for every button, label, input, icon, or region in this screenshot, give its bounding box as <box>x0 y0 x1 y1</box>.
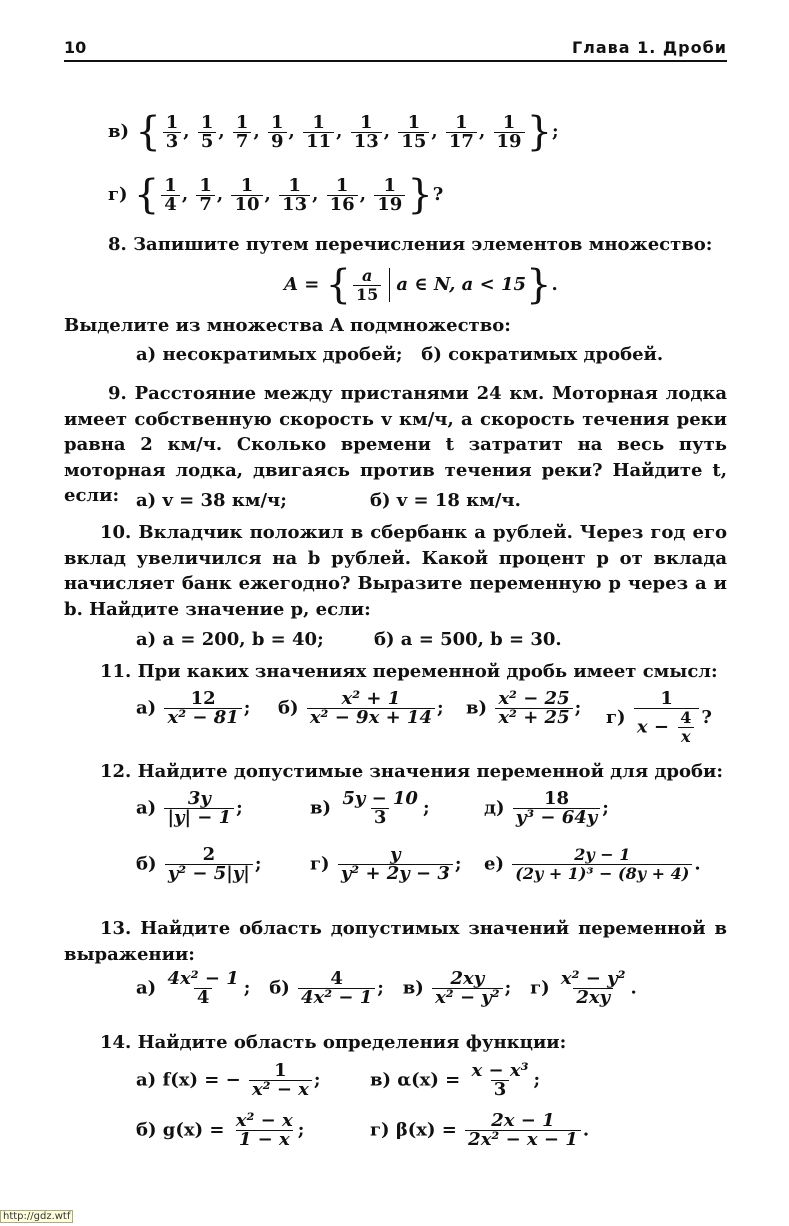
numerator: 1 <box>235 111 249 133</box>
problem-14-b: б) g(x) = $\frac{\text{x² − x}}{1 - x}$ ; <box>136 1110 305 1150</box>
problem-11-c: в) $\frac{\text{x² − 25}}{\text{x² + 25}}$ ; <box>466 688 582 728</box>
denominator: 13 <box>351 132 382 151</box>
numerator: 5y − 10 <box>342 788 418 809</box>
problem-12-e: е) $\frac{2y - 1}{\text{(2y + 1)³ − (8y + 4)}}$ . <box>484 845 701 883</box>
numerator: 1 <box>271 111 284 133</box>
numerator: 1 <box>383 174 397 196</box>
inner-numerator: 4 <box>680 708 692 727</box>
denominator: 13 <box>279 195 310 214</box>
label: в) α(x) = <box>370 1069 461 1091</box>
set-g-label: г) <box>108 184 128 205</box>
denominator: x² + 25 <box>495 708 572 727</box>
numerator-b: 4 <box>330 968 343 989</box>
label-d: г) <box>530 977 550 999</box>
problem-14-g: г) β(x) = $\frac{2x - 1}{\text{2x² − x − 1}}$ . <box>370 1110 590 1150</box>
label: г) <box>310 853 330 875</box>
numerator: x² − x <box>235 1110 293 1131</box>
numerator: y <box>390 844 401 865</box>
numerator: 1 <box>199 174 212 196</box>
denominator: 16 <box>327 195 358 214</box>
problem-8 <box>108 232 712 258</box>
label-b: б) <box>269 977 290 999</box>
denominator: |y| − 1 <box>164 808 234 827</box>
set-fraction <box>196 174 215 215</box>
set-g-fractions: $\frac{1}{4}$ , $\frac{1}{7}$ , $\frac{1}{10}$ , $\frac{1}{13}$ , $\frac{1}{16}$ , $\frac{1}{19}$ <box>159 184 407 205</box>
denominator-prefix: x − <box>636 716 669 738</box>
set-v: в) { $\frac{1}{3}$ , $\frac{1}{5}$ , $\frac{1}{7}$ , $\frac{1}{9}$ , $\frac{1}{11}$ , $\frac{1}{13}$ , $\frac{1}{15}$ , $\frac{1}{17}$ , $\frac{1}{19}$ }; <box>108 109 559 155</box>
problem-11 <box>100 659 718 685</box>
problem-10-opt-a: а) a = 200, b = 40; <box>136 629 324 650</box>
problem-13-number: 13. <box>100 918 132 939</box>
problem-12-v: в) $\frac{5y - 10}{3}$ ; <box>310 788 430 828</box>
numerator: x − x³ <box>471 1060 529 1081</box>
denominator: (2y + 1)³ − (8y + 4) <box>512 864 692 883</box>
problem-12-b: б) $\frac{2}{\text{y² − 5|y|}}$ ; <box>136 844 262 884</box>
denominator-b: 4x² − 1 <box>298 988 375 1007</box>
denominator: 19 <box>374 195 405 214</box>
problem-14-v: в) α(x) = $\frac{\text{x − x³}}{3}$ ; <box>370 1060 541 1100</box>
problem-12-d: д) $\frac{18}{\text{y³ − 64y}}$ ; <box>484 788 609 828</box>
denominator: 9 <box>268 132 287 151</box>
denominator: 4 <box>161 195 180 214</box>
denominator: y² + 2y − 3 <box>338 864 453 883</box>
problem-9-number: 9. <box>108 383 127 404</box>
set-fraction <box>327 174 358 215</box>
numerator: x² − 25 <box>498 688 570 709</box>
set-fraction <box>163 111 182 152</box>
problem-14 <box>100 1030 566 1056</box>
problem-13-text: Найдите область допустимых значений переменной в выражении: <box>64 918 727 965</box>
label: в) <box>466 697 488 719</box>
problem-8-text2: Выделите из множества A подмножество: <box>64 315 511 336</box>
numerator: x² + 1 <box>341 688 401 709</box>
problem-11-number: 11. <box>100 661 132 682</box>
set-v-fractions: $\frac{1}{3}$ , $\frac{1}{5}$ , $\frac{1}{7}$ , $\frac{1}{9}$ , $\frac{1}{11}$ , $\frac{1}{13}$ , $\frac{1}{15}$ , $\frac{1}{17}$ , $\frac{1}{19}$ <box>161 121 527 142</box>
denominator: y² − 5|y| <box>165 864 253 883</box>
denominator: x² − 81 <box>164 708 241 727</box>
numerator: 2y − 1 <box>574 845 631 864</box>
denominator: 19 <box>494 132 525 151</box>
label: а) <box>136 797 157 819</box>
numerator: 1 <box>164 174 177 196</box>
problem-11-b: б) $\frac{\text{x² + 1}}{\text{x² − 9x + 14}}$ ; <box>278 688 444 728</box>
problem-12 <box>100 759 723 785</box>
numerator: 1 <box>335 174 349 196</box>
numerator: 1 <box>200 111 214 133</box>
problem-12-a: а) $\frac{3y}{|y| - 1}$ ; <box>136 788 243 828</box>
set-fraction <box>494 111 525 152</box>
numerator: 12 <box>190 688 216 709</box>
numerator-d: x² − y² <box>560 968 626 989</box>
label: б) <box>136 853 157 875</box>
set-fraction <box>303 111 334 152</box>
denominator: 7 <box>233 132 252 151</box>
numerator: 1 <box>407 111 421 133</box>
denominator: 11 <box>303 132 334 151</box>
problem-14-number: 14. <box>100 1032 132 1053</box>
denominator: 7 <box>196 195 215 214</box>
problem-8-condition: a ∈ N, a < 15 <box>396 274 526 295</box>
problem-9-text: Расстояние между пристанями 24 км. Моторная лодка имеет собственную скорость v км/ч, а скорость течения реки равна 2 км/ч. Сколько времени t затратит на весь путь моторная лодка, двигаясь против течения реки? Найдите t, если: <box>64 383 727 506</box>
label-c: в) <box>402 977 424 999</box>
problem-12-text: Найдите допустимые значения переменной для дроби: <box>137 761 724 782</box>
problem-8-number: 8. <box>108 234 127 255</box>
denominator: 3 <box>371 808 390 827</box>
set-fraction <box>233 111 252 152</box>
label: е) <box>484 853 504 875</box>
problem-12-number: 12. <box>100 761 132 782</box>
set-fraction <box>351 111 382 152</box>
numerator: 18 <box>544 788 570 809</box>
problem-13 <box>64 916 727 967</box>
page-header <box>64 38 727 62</box>
problem-11-text: При каких значениях переменной дробь имеет смысл: <box>137 661 718 682</box>
numerator: 1 <box>312 111 325 133</box>
denominator: 3 <box>163 132 182 151</box>
numerator: 3y <box>187 788 211 809</box>
label: б) g(x) = <box>136 1119 225 1141</box>
label: а) f(x) = − <box>136 1069 241 1091</box>
problem-14-a: а) f(x) = − $\frac{1}{\text{x² − x}}$ ; <box>136 1060 321 1100</box>
denominator-a: 4 <box>194 988 213 1007</box>
denominator: x² − 9x + 14 <box>307 708 435 727</box>
source-link[interactable]: http://gdz.wtf <box>0 1210 73 1223</box>
numerator: 1 <box>240 174 254 196</box>
problem-13-row: а) $\frac{\text{4x² − 1}}{4}$ ; б) $\frac{4}{\text{4x² − 1}}$ ; в) $\frac{2xy}{\text{x² − y²}}$ ; г) $\frac{\text{x² − y²}}{2xy}$ . <box>136 968 637 1008</box>
set-fraction <box>398 111 429 152</box>
problem-9-opt-a: а) v = 38 км/ч; <box>136 490 287 511</box>
denominator: 2x² − x − 1 <box>465 1130 581 1149</box>
problem-10-opt-b: б) a = 500, b = 30. <box>374 629 562 650</box>
set-g: г) { $\frac{1}{4}$ , $\frac{1}{7}$ , $\frac{1}{10}$ , $\frac{1}{13}$ , $\frac{1}{16}$ , $\frac{1}{19}$ }? <box>108 172 444 218</box>
label-a: а) <box>136 977 157 999</box>
set-fraction <box>198 111 217 152</box>
set-fraction <box>374 174 405 215</box>
problem-10 <box>64 520 727 622</box>
set-fraction <box>161 174 180 215</box>
label: а) <box>136 697 157 719</box>
problem-12-g: г) $\frac{y}{\text{y² + 2y − 3}}$ ; <box>310 844 462 884</box>
problem-10-text: Вкладчик положил в сбербанк a рублей. Через год его вклад увеличился на b рублей. Какой процент p от вклада начисляет банк ежегодно? Выразите переменную p через a и b. Найдите значение p, если: <box>64 522 727 620</box>
problem-11-a: а) $\frac{12}{\text{x² − 81}}$ ; <box>136 688 251 728</box>
label: в) <box>310 797 332 819</box>
problem-10-number: 10. <box>100 522 132 543</box>
problem-9-opt-b: б) v = 18 км/ч. <box>370 490 521 511</box>
denominator: 10 <box>231 195 262 214</box>
label: б) <box>278 697 299 719</box>
denominator: y³ − 64y <box>513 808 600 827</box>
denominator-c: x² − y² <box>432 988 503 1007</box>
denominator: 17 <box>446 132 477 151</box>
denominator: x² − x <box>249 1080 312 1099</box>
label: г) <box>606 707 626 728</box>
numerator: 1 <box>274 1060 287 1081</box>
set-v-end: ; <box>552 121 559 142</box>
set-fraction <box>446 111 477 152</box>
set-fraction <box>279 174 310 215</box>
page-number: 10 <box>64 38 87 57</box>
numerator: 1 <box>502 111 516 133</box>
denominator-d: 2xy <box>573 988 613 1007</box>
label: г) β(x) = <box>370 1119 457 1141</box>
chapter-title: Глава 1. Дроби <box>571 38 727 57</box>
numerator: 1 <box>455 111 468 133</box>
denominator: 5 <box>198 132 217 151</box>
set-v-label: в) <box>108 121 130 142</box>
numerator: 2 <box>202 844 216 865</box>
set-fraction <box>231 174 262 215</box>
problem-11-d: г) 1 x − $\frac{4}{x}$ ? <box>606 688 712 746</box>
numerator-c: 2xy <box>450 968 485 989</box>
problem-8-options: а) несократимых дробей; б) сократимых дробей. <box>136 344 664 365</box>
problem-8-formula: A = { $\frac{a}{15}$ a ∈ N, a < 15}. <box>284 262 558 308</box>
denominator: 3 <box>491 1080 510 1099</box>
problem-14-text: Найдите область определения функции: <box>137 1032 567 1053</box>
denominator: 15 <box>398 132 429 151</box>
set-g-end: ? <box>432 184 444 205</box>
problem-8-text: Запишите путем перечисления элементов множество: <box>133 234 713 255</box>
numerator: 1 <box>288 174 301 196</box>
numerator: 1 <box>165 111 179 133</box>
inner-denominator: x <box>678 727 694 746</box>
numerator: 1 <box>660 688 673 709</box>
numerator-a: 4x² − 1 <box>167 968 239 989</box>
denominator: 1 − x <box>236 1130 293 1149</box>
numerator: 1 <box>359 111 373 133</box>
label: д) <box>484 797 505 819</box>
numerator: 2x − 1 <box>491 1110 555 1131</box>
set-fraction <box>268 111 287 152</box>
